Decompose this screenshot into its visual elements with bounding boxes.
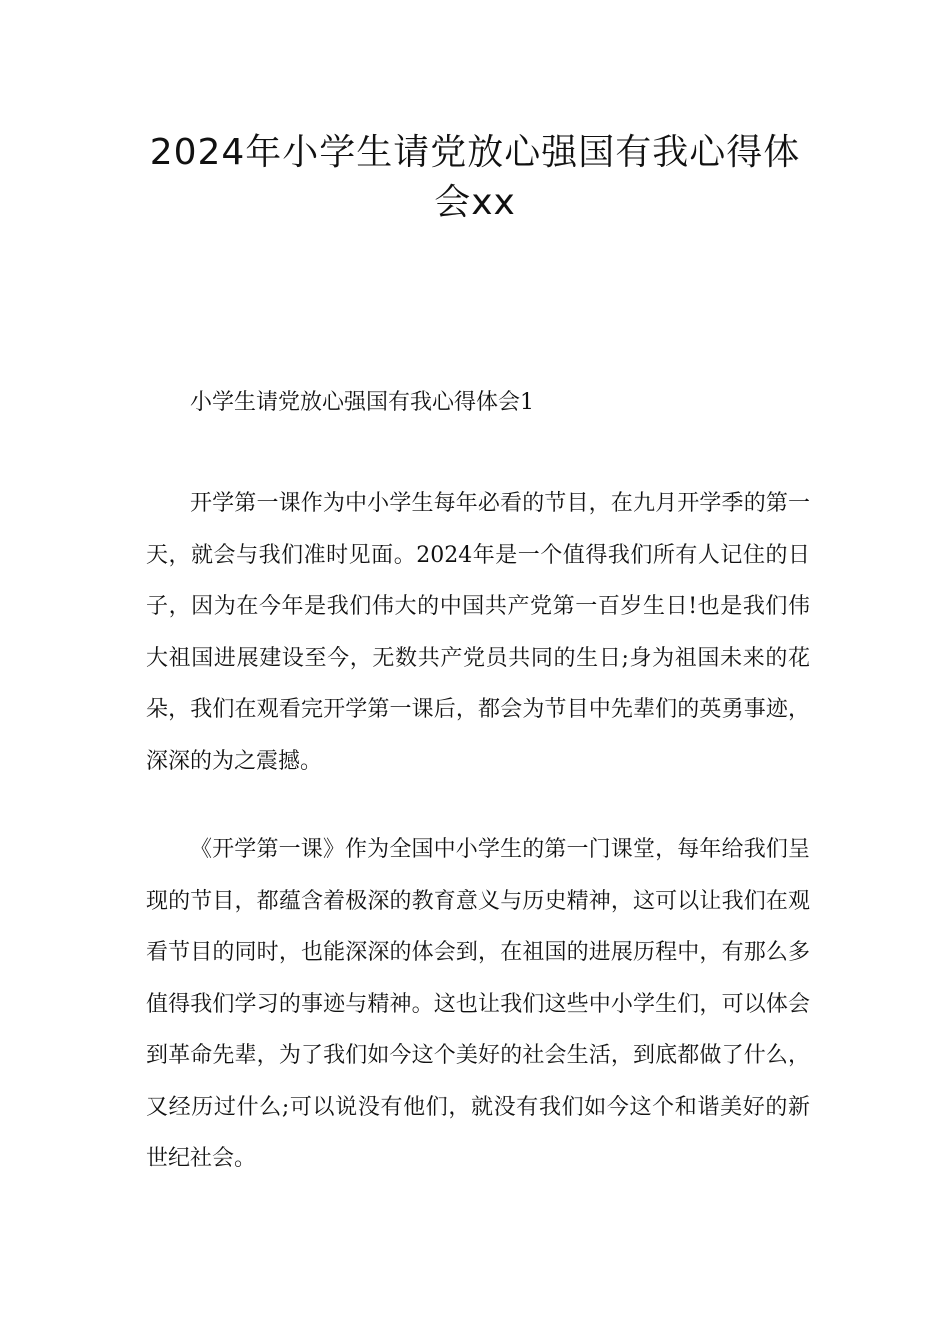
document-title-line-1: 2024年小学生请党放心强国有我心得体 <box>149 132 801 173</box>
body-paragraph-2: 《开学第一课》作为全国中小学生的第一门课堂，每年给我们呈现的节目，都蕴含着极深的教育意义与历史精神，这可以让我们在观看节目的同时，也能深深的体会到，在祖国的进展历程中，有那么多值得我们学习的事迹与精神。这也让我们这些中小学生们，可以体会到革命先辈，为了我们如今这个美好的社会生活，到底都做了什么，又经历过什么;可以说没有他们，就没有我们如今这个和谐美好的新世纪社会。 <box>146 837 810 1171</box>
section-subheading: 小学生请党放心强国有我心得体会1 <box>190 390 534 415</box>
document-title-line-2: 会xx <box>434 182 516 223</box>
body-paragraph-1: 开学第一课作为中小学生每年必看的节目，在九月开学季的第一天，就会与我们准时见面。2024年是一个值得我们所有人记住的日子，因为在今年是我们伟大的中国共产党第一百岁生日!也是我们伟大祖国进展建设至今，无数共产党员共同的生日;身为祖国未来的花朵，我们在观看完开学第一课后，都会为节目中先辈们的英勇事迹，深深的为之震撼。 <box>146 491 810 774</box>
document-title <box>120 128 830 228</box>
